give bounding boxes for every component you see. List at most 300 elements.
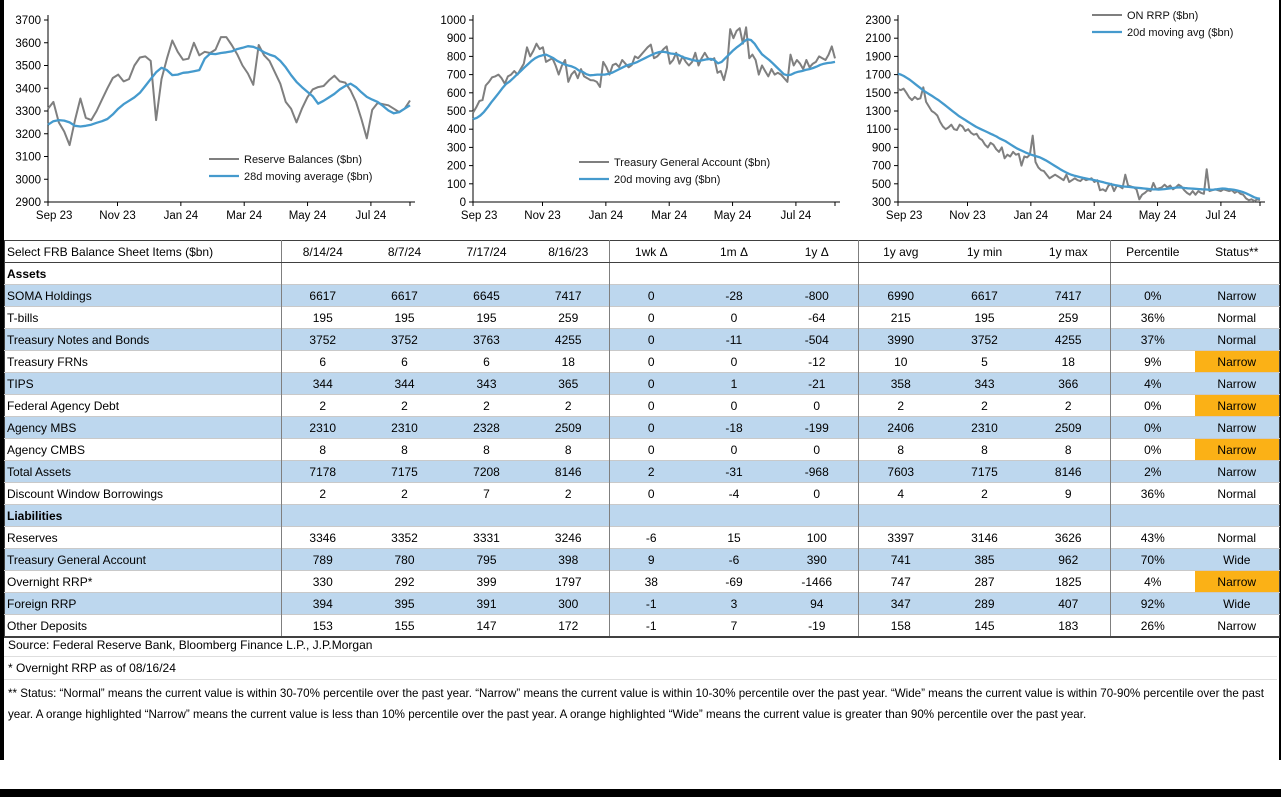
cell-value: 6990: [859, 285, 943, 307]
y-tick-label: 3300: [15, 106, 41, 118]
cell-value: 6: [446, 351, 528, 373]
y-tick-label: 2100: [865, 33, 891, 46]
cell-value: [943, 263, 1027, 285]
row-label: Agency CMBS: [5, 439, 282, 461]
cell-value: -69: [693, 571, 776, 593]
cell-value: 195: [282, 307, 364, 329]
section-row: [5, 263, 1280, 285]
cell-value: 2406: [859, 417, 943, 439]
y-tick-label: 3400: [15, 83, 41, 96]
legend-label: Reserve Balances ($bn): [244, 154, 363, 166]
cell-value: 8146: [528, 461, 610, 483]
cell-value: 6617: [282, 285, 364, 307]
legend-label: 20d moving avg ($bn): [614, 174, 721, 186]
cell-value: 7208: [446, 461, 528, 483]
column-header: 7/17/24: [446, 241, 528, 263]
status-definition-note: ** Status: “Normal” means the current value is within 30-70% percentile over the past year. “Narrow” means the current value is within 10-30% percentile over the past year. “Wide” means the current value is within 70-90% percentile over the past year. A orange highlighted “Narrow” means the current value is less than 10% percentile over the past year. A orange highlighted “Wide” means the current value is greater than 90% percentile over the past year.: [8, 687, 1264, 721]
cell-value: 780: [364, 549, 446, 571]
y-tick-label: 1900: [865, 51, 891, 64]
cell-value: 0: [693, 307, 776, 329]
cell-value: 3752: [943, 329, 1027, 351]
cell-value: 8: [943, 439, 1027, 461]
percentile-value: 0%: [1111, 417, 1195, 439]
cell-value: 2: [282, 483, 364, 505]
y-tick-label: 3100: [15, 151, 41, 164]
row-label: Foreign RRP: [5, 593, 282, 615]
cell-value: -64: [776, 307, 859, 329]
status-badge: Normal: [1195, 307, 1280, 329]
cell-value: 6617: [943, 285, 1027, 307]
table-row: [5, 329, 1280, 351]
status-badge: Wide: [1195, 593, 1280, 615]
x-tick-label: Sep 23: [460, 210, 498, 222]
cell-value: 3763: [446, 329, 528, 351]
y-tick-label: 3700: [15, 15, 41, 27]
status-badge: Narrow: [1195, 395, 1280, 417]
cell-value: [859, 505, 943, 527]
y-tick-label: 100: [446, 178, 466, 191]
row-label: Agency MBS: [5, 417, 282, 439]
x-tick-label: Nov 23: [99, 210, 136, 222]
cell-value: 8: [528, 439, 610, 461]
percentile-value: 4%: [1111, 373, 1195, 395]
status-badge: Narrow: [1195, 439, 1280, 461]
cell-value: 8: [859, 439, 943, 461]
cell-value: -21: [776, 373, 859, 395]
cell-value: 0: [610, 307, 693, 329]
cell-value: 7175: [943, 461, 1027, 483]
y-tick-label: 300: [446, 142, 466, 155]
cell-value: 2: [364, 395, 446, 417]
cell-value: 398: [528, 549, 610, 571]
status-badge: [1195, 263, 1280, 285]
cell-value: 2310: [943, 417, 1027, 439]
table-row: [5, 571, 1280, 593]
cell-value: 747: [859, 571, 943, 593]
percentile-value: 4%: [1111, 571, 1195, 593]
cell-value: 390: [776, 549, 859, 571]
cell-value: 3: [693, 593, 776, 615]
y-tick-label: 3600: [15, 37, 41, 50]
cell-value: -19: [776, 615, 859, 638]
cell-value: 15: [693, 527, 776, 549]
x-tick-label: Jul 24: [780, 210, 812, 222]
column-header: 8/7/24: [364, 241, 446, 263]
status-badge: Normal: [1195, 329, 1280, 351]
cell-value: 2: [859, 395, 943, 417]
cell-value: 5: [943, 351, 1027, 373]
cell-value: [859, 263, 943, 285]
y-tick-label: 700: [871, 160, 891, 173]
x-tick-label: Jan 24: [1013, 210, 1049, 222]
cell-value: 795: [446, 549, 528, 571]
cell-value: 292: [364, 571, 446, 593]
cell-value: -504: [776, 329, 859, 351]
x-tick-label: Sep 23: [885, 210, 923, 222]
table-header: [5, 241, 1280, 263]
y-tick-label: 1100: [866, 124, 891, 137]
cell-value: 3397: [859, 527, 943, 549]
cell-value: [446, 505, 528, 527]
column-header: Percentile: [1111, 241, 1195, 263]
cell-value: -968: [776, 461, 859, 483]
cell-value: 7603: [859, 461, 943, 483]
cell-value: 0: [693, 439, 776, 461]
cell-value: 6617: [364, 285, 446, 307]
cell-value: 391: [446, 593, 528, 615]
table-row: [5, 483, 1280, 505]
cell-value: 4: [859, 483, 943, 505]
cell-value: [610, 505, 693, 527]
cell-value: [282, 263, 364, 285]
status-badge: Normal: [1195, 527, 1280, 549]
cell-value: 195: [943, 307, 1027, 329]
column-header: 1y Δ: [776, 241, 859, 263]
cell-value: 789: [282, 549, 364, 571]
cell-value: 7417: [528, 285, 610, 307]
cell-value: -199: [776, 417, 859, 439]
cell-value: 18: [1027, 351, 1111, 373]
cell-value: 94: [776, 593, 859, 615]
section-row: [5, 505, 1280, 527]
cell-value: 155: [364, 615, 446, 638]
cell-value: 287: [943, 571, 1027, 593]
cell-value: 0: [610, 351, 693, 373]
cell-value: 2: [528, 395, 610, 417]
x-tick-label: Mar 24: [1076, 210, 1113, 222]
cell-value: 347: [859, 593, 943, 615]
cell-value: 2509: [1027, 417, 1111, 439]
cell-value: 2328: [446, 417, 528, 439]
legend-label: 20d moving avg ($bn): [1127, 27, 1234, 39]
cell-value: 3990: [859, 329, 943, 351]
cell-value: 6: [282, 351, 364, 373]
x-tick-label: Sep 23: [35, 210, 73, 222]
table-row: [5, 439, 1280, 461]
legend-label: 28d moving average ($bn): [244, 171, 373, 183]
cell-value: -28: [693, 285, 776, 307]
cell-value: 343: [943, 373, 1027, 395]
percentile-value: 36%: [1111, 307, 1195, 329]
cell-value: 7417: [1027, 285, 1111, 307]
row-label: T-bills: [5, 307, 282, 329]
x-tick-label: Jan 24: [163, 210, 199, 222]
column-header: 8/16/23: [528, 241, 610, 263]
x-tick-label: Mar 24: [651, 210, 688, 222]
cell-value: 259: [528, 307, 610, 329]
table-row: [5, 307, 1280, 329]
cell-value: 2: [943, 395, 1027, 417]
y-tick-label: 1300: [865, 106, 891, 118]
cell-value: [446, 263, 528, 285]
status-badge: Normal: [1195, 483, 1280, 505]
y-tick-label: 200: [446, 160, 466, 173]
percentile-value: 92%: [1111, 593, 1195, 615]
row-label: SOMA Holdings: [5, 285, 282, 307]
cell-value: 1797: [528, 571, 610, 593]
table-row: [5, 351, 1280, 373]
cell-value: 0: [610, 373, 693, 395]
cell-value: 7: [693, 615, 776, 638]
cell-value: 394: [282, 593, 364, 615]
cell-value: 7175: [364, 461, 446, 483]
cell-value: 183: [1027, 615, 1111, 638]
status-badge: Narrow: [1195, 461, 1280, 483]
y-tick-label: 1700: [865, 69, 891, 82]
cell-value: 385: [943, 549, 1027, 571]
cell-value: 2: [610, 461, 693, 483]
y-tick-label: 2300: [865, 15, 891, 27]
column-header: 1y min: [943, 241, 1027, 263]
y-tick-label: 700: [446, 69, 466, 82]
percentile-value: [1111, 263, 1195, 285]
cell-value: 3752: [282, 329, 364, 351]
cell-value: 172: [528, 615, 610, 638]
cell-value: 10: [859, 351, 943, 373]
cell-value: 1825: [1027, 571, 1111, 593]
cell-value: 18: [528, 351, 610, 373]
row-label: TIPS: [5, 373, 282, 395]
y-tick-label: 0: [459, 197, 466, 209]
percentile-value: 9%: [1111, 351, 1195, 373]
status-badge: Narrow: [1195, 351, 1280, 373]
cell-value: 9: [1027, 483, 1111, 505]
percentile-value: 0%: [1111, 439, 1195, 461]
column-header: Status**: [1195, 241, 1280, 263]
cell-value: [776, 505, 859, 527]
row-label: Federal Agency Debt: [5, 395, 282, 417]
y-tick-label: 300: [871, 197, 891, 209]
table-row: [5, 417, 1280, 439]
cell-value: 3626: [1027, 527, 1111, 549]
percentile-value: 36%: [1111, 483, 1195, 505]
cell-value: 0: [776, 483, 859, 505]
cell-value: 195: [364, 307, 446, 329]
cell-value: 6: [364, 351, 446, 373]
cell-value: 145: [943, 615, 1027, 638]
row-label: Reserves: [5, 527, 282, 549]
cell-value: 395: [364, 593, 446, 615]
percentile-value: 0%: [1111, 285, 1195, 307]
header-row: [5, 241, 1280, 263]
cell-value: 3146: [943, 527, 1027, 549]
cell-value: -12: [776, 351, 859, 373]
cell-value: 344: [364, 373, 446, 395]
cell-value: 1: [693, 373, 776, 395]
cell-value: 2: [282, 395, 364, 417]
y-tick-label: 3200: [15, 128, 41, 141]
balance-sheet-table: [4, 240, 1280, 638]
cell-value: 8: [282, 439, 364, 461]
percentile-value: 70%: [1111, 549, 1195, 571]
column-header: Select FRB Balance Sheet Items ($bn): [5, 241, 282, 263]
cell-value: 8146: [1027, 461, 1111, 483]
cell-value: 8: [364, 439, 446, 461]
status-badge: Narrow: [1195, 615, 1280, 638]
x-tick-label: Jul 24: [1205, 210, 1237, 222]
cell-value: [364, 505, 446, 527]
row-label: Total Assets: [5, 461, 282, 483]
percentile-value: 26%: [1111, 615, 1195, 638]
legend-label: Treasury General Account ($bn): [614, 157, 771, 169]
cell-value: -800: [776, 285, 859, 307]
y-tick-label: 1000: [440, 15, 466, 27]
y-tick-label: 500: [446, 106, 466, 118]
status-badge: Narrow: [1195, 373, 1280, 395]
cell-value: [528, 263, 610, 285]
cell-value: 153: [282, 615, 364, 638]
x-tick-label: Nov 23: [949, 210, 986, 222]
rrp-asof-note: * Overnight RRP as of 08/16/24: [4, 657, 1277, 680]
x-tick-label: Nov 23: [524, 210, 561, 222]
cell-value: [943, 505, 1027, 527]
cell-value: 2: [364, 483, 446, 505]
cell-value: [528, 505, 610, 527]
x-tick-label: Mar 24: [226, 210, 263, 222]
cell-value: 366: [1027, 373, 1111, 395]
source-note: Source: Federal Reserve Bank, Bloomberg Finance L.P., J.P.Morgan: [4, 634, 1277, 657]
x-tick-label: May 24: [1138, 210, 1177, 222]
table-row: [5, 461, 1280, 483]
cell-value: 195: [446, 307, 528, 329]
cell-value: 2509: [528, 417, 610, 439]
cell-value: 158: [859, 615, 943, 638]
cell-value: 100: [776, 527, 859, 549]
cell-value: 0: [610, 439, 693, 461]
footnotes: [4, 634, 1277, 728]
y-tick-label: 900: [871, 142, 891, 155]
charts-row: [6, 2, 1280, 236]
cell-value: 0: [610, 329, 693, 351]
cell-value: 330: [282, 571, 364, 593]
cell-value: 358: [859, 373, 943, 395]
cell-value: 4255: [1027, 329, 1111, 351]
row-label: Overnight RRP*: [5, 571, 282, 593]
column-header: 1y avg: [859, 241, 943, 263]
cell-value: -11: [693, 329, 776, 351]
y-tick-label: 400: [446, 124, 466, 137]
cell-value: 0: [610, 285, 693, 307]
cell-value: 3346: [282, 527, 364, 549]
y-tick-label: 900: [446, 33, 466, 46]
cell-value: 741: [859, 549, 943, 571]
cell-value: 2: [1027, 395, 1111, 417]
cell-value: 7178: [282, 461, 364, 483]
cell-value: 343: [446, 373, 528, 395]
cell-value: 259: [1027, 307, 1111, 329]
y-tick-label: 800: [446, 51, 466, 64]
column-header: 1y max: [1027, 241, 1111, 263]
page-bottom-edge: [0, 789, 1281, 797]
row-label: Other Deposits: [5, 615, 282, 638]
percentile-value: [1111, 505, 1195, 527]
cell-value: 3246: [528, 527, 610, 549]
percentile-value: 43%: [1111, 527, 1195, 549]
cell-value: 289: [943, 593, 1027, 615]
column-header: 1m Δ: [693, 241, 776, 263]
table-row: [5, 285, 1280, 307]
cell-value: [1027, 505, 1111, 527]
y-tick-label: 3500: [15, 60, 41, 73]
cell-value: 8: [1027, 439, 1111, 461]
status-badge: Narrow: [1195, 417, 1280, 439]
cell-value: 962: [1027, 549, 1111, 571]
cell-value: -31: [693, 461, 776, 483]
cell-value: 0: [610, 417, 693, 439]
cell-value: 215: [859, 307, 943, 329]
cell-value: 3752: [364, 329, 446, 351]
cell-value: 2310: [364, 417, 446, 439]
treasury-general-account-chart: [431, 2, 856, 236]
percentile-value: 2%: [1111, 461, 1195, 483]
status-badge: [1195, 505, 1280, 527]
column-header: 8/14/24: [282, 241, 364, 263]
cell-value: 0: [610, 395, 693, 417]
cell-value: 3331: [446, 527, 528, 549]
row-label: Treasury FRNs: [5, 351, 282, 373]
x-tick-label: May 24: [288, 210, 327, 222]
row-label: Treasury Notes and Bonds: [5, 329, 282, 351]
cell-value: 7: [446, 483, 528, 505]
row-label: Liabilities: [5, 505, 282, 527]
cell-value: 0: [693, 395, 776, 417]
cell-value: 2: [528, 483, 610, 505]
cell-value: 2310: [282, 417, 364, 439]
cell-value: [693, 263, 776, 285]
column-header: 1wk Δ: [610, 241, 693, 263]
on-rrp-chart: [856, 2, 1280, 236]
cell-value: -6: [610, 527, 693, 549]
cell-value: 0: [776, 439, 859, 461]
cell-value: 399: [446, 571, 528, 593]
legend-label: ON RRP ($bn): [1127, 10, 1199, 22]
row-label: Discount Window Borrowings: [5, 483, 282, 505]
cell-value: -1: [610, 615, 693, 638]
cell-value: 0: [776, 395, 859, 417]
cell-value: 0: [610, 483, 693, 505]
cell-value: [610, 263, 693, 285]
cell-value: 9: [610, 549, 693, 571]
cell-value: [693, 505, 776, 527]
cell-value: 2: [446, 395, 528, 417]
x-tick-label: Jul 24: [355, 210, 387, 222]
table-row: [5, 593, 1280, 615]
table-row: [5, 549, 1280, 571]
cell-value: 3352: [364, 527, 446, 549]
cell-value: 0: [693, 351, 776, 373]
cell-value: 38: [610, 571, 693, 593]
row-label: Assets: [7, 266, 47, 281]
status-badge: Narrow: [1195, 285, 1280, 307]
reserve-balances-chart: [6, 2, 431, 236]
y-tick-label: 3000: [15, 174, 41, 187]
cell-value: -1: [610, 593, 693, 615]
cell-value: [364, 263, 446, 285]
cell-value: -4: [693, 483, 776, 505]
y-tick-label: 500: [871, 178, 891, 191]
cell-value: 407: [1027, 593, 1111, 615]
cell-value: 6645: [446, 285, 528, 307]
row-label: Treasury General Account: [5, 549, 282, 571]
x-tick-label: Jan 24: [588, 210, 624, 222]
cell-value: 365: [528, 373, 610, 395]
percentile-value: 0%: [1111, 395, 1195, 417]
cell-value: 344: [282, 373, 364, 395]
percentile-value: 37%: [1111, 329, 1195, 351]
cell-value: 147: [446, 615, 528, 638]
cell-value: -18: [693, 417, 776, 439]
table-row: [5, 373, 1280, 395]
